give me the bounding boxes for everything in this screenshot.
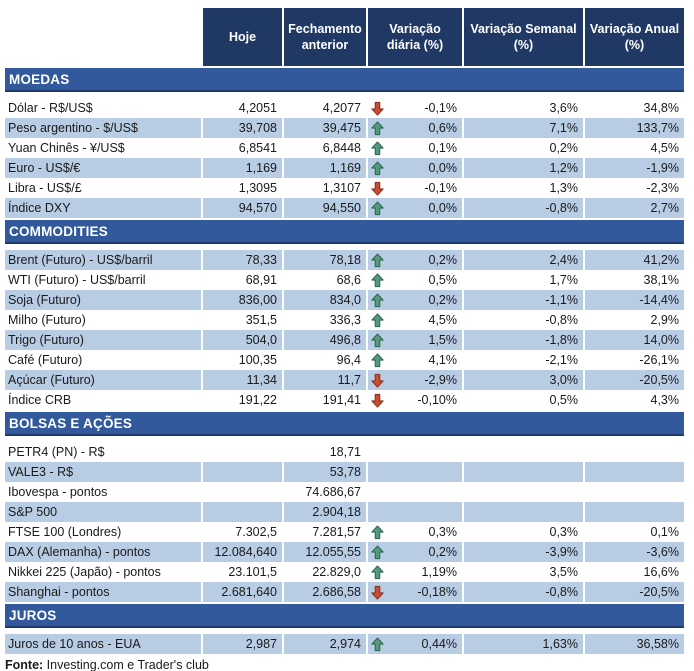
variacao-anual-value: 38,1% [585, 270, 684, 290]
table-row [5, 482, 684, 502]
variacao-diaria-cell [368, 522, 464, 542]
variacao-diaria-value: 0,3% [428, 525, 457, 539]
hoje-value: 1,3095 [203, 178, 284, 198]
variacao-diaria-cell [368, 250, 464, 270]
row-label: Soja (Futuro) [5, 290, 203, 310]
fechamento-anterior-value: 191,41 [284, 390, 368, 410]
table-row [5, 442, 684, 462]
variacao-diaria-cell [368, 310, 464, 330]
hoje-value: 836,00 [203, 290, 284, 310]
up-arrow-icon [371, 293, 385, 308]
hoje-value: 1,169 [203, 158, 284, 178]
variacao-semanal-value [464, 442, 585, 462]
fechamento-anterior-value: 96,4 [284, 350, 368, 370]
section-title: COMMODITIES [9, 223, 108, 239]
row-label: S&P 500 [5, 502, 203, 522]
fechamento-anterior-value: 2.686,58 [284, 582, 368, 602]
fechamento-anterior-value: 1,3107 [284, 178, 368, 198]
variacao-diaria-value: 0,2% [428, 293, 457, 307]
variacao-semanal-value: -0,8% [464, 310, 585, 330]
variacao-diaria-value: 4,5% [428, 313, 457, 327]
variacao-diaria-value: -2,9% [424, 373, 457, 387]
section-title: JUROS [9, 607, 57, 623]
variacao-anual-value: 4,5% [585, 138, 684, 158]
hoje-value: 68,91 [203, 270, 284, 290]
down-arrow-icon [371, 393, 385, 408]
variacao-diaria-value: 4,1% [428, 353, 457, 367]
row-label: Índice DXY [5, 198, 203, 218]
hoje-value: 12.084,640 [203, 542, 284, 562]
variacao-semanal-value: -1,1% [464, 290, 585, 310]
fechamento-anterior-value: 78,18 [284, 250, 368, 270]
up-arrow-icon [371, 273, 385, 288]
table-row [5, 350, 684, 370]
up-arrow-icon [371, 253, 385, 268]
section-header-commodities [5, 220, 684, 244]
fechamento-anterior-value: 12.055,55 [284, 542, 368, 562]
up-arrow-icon [371, 565, 385, 580]
row-label: Ibovespa - pontos [5, 482, 203, 502]
hoje-value: 6,8541 [203, 138, 284, 158]
up-arrow-icon [371, 333, 385, 348]
variacao-diaria-cell [368, 198, 464, 218]
variacao-semanal-value: 1,63% [464, 634, 585, 654]
variacao-diaria-value: 0,6% [428, 121, 457, 135]
hoje-value: 2,987 [203, 634, 284, 654]
variacao-anual-value: 2,9% [585, 310, 684, 330]
up-arrow-icon [371, 313, 385, 328]
row-label: Trigo (Futuro) [5, 330, 203, 350]
down-arrow-icon [371, 101, 385, 116]
up-arrow-icon [371, 525, 385, 540]
variacao-diaria-cell [368, 350, 464, 370]
variacao-anual-value: -20,5% [585, 582, 684, 602]
variacao-diaria-value: 1,5% [428, 333, 457, 347]
variacao-semanal-value: -3,9% [464, 542, 585, 562]
variacao-diaria-value: -0,1% [424, 181, 457, 195]
down-arrow-icon [371, 181, 385, 196]
fechamento-anterior-value: 22.829,0 [284, 562, 368, 582]
fechamento-anterior-value: 496,8 [284, 330, 368, 350]
up-arrow-icon [371, 201, 385, 216]
table-row [5, 118, 684, 138]
table-row [5, 390, 684, 410]
column-header-hoje: Hoje [203, 8, 284, 66]
variacao-anual-value: -2,3% [585, 178, 684, 198]
variacao-semanal-value: 2,4% [464, 250, 585, 270]
variacao-diaria-value: 0,5% [428, 273, 457, 287]
variacao-anual-value: -1,9% [585, 158, 684, 178]
table-row [5, 178, 684, 198]
down-arrow-icon [371, 373, 385, 388]
row-label: Açúcar (Futuro) [5, 370, 203, 390]
source-label: Fonte: [5, 658, 44, 671]
hoje-value: 7.302,5 [203, 522, 284, 542]
hoje-value: 94,570 [203, 198, 284, 218]
fechamento-anterior-value: 336,3 [284, 310, 368, 330]
section-header-juros [5, 604, 684, 628]
row-label: FTSE 100 (Londres) [5, 522, 203, 542]
variacao-diaria-cell [368, 138, 464, 158]
variacao-anual-value: -26,1% [585, 350, 684, 370]
fechamento-anterior-value: 53,78 [284, 462, 368, 482]
variacao-diaria-value: 0,0% [428, 161, 457, 175]
section-header-moedas [5, 68, 684, 92]
column-header-variacao-semanal: Variação Semanal (%) [464, 8, 585, 66]
fechamento-anterior-value: 6,8448 [284, 138, 368, 158]
variacao-diaria-value: 0,1% [428, 141, 457, 155]
table-row [5, 462, 684, 482]
variacao-anual-value: -14,4% [585, 290, 684, 310]
column-header-variacao-diaria: Variação diária (%) [368, 8, 464, 66]
variacao-diaria-cell [368, 442, 464, 462]
variacao-diaria-cell [368, 562, 464, 582]
variacao-diaria-value: -0,18% [417, 585, 457, 599]
row-label: Peso argentino - $/US$ [5, 118, 203, 138]
hoje-value: 2.681,640 [203, 582, 284, 602]
up-arrow-icon [371, 637, 385, 652]
source-text: Investing.com e Trader's club [43, 658, 209, 671]
row-label: Nikkei 225 (Japão) - pontos [5, 562, 203, 582]
row-label: Juros de 10 anos - EUA [5, 634, 203, 654]
variacao-anual-value: 34,8% [585, 98, 684, 118]
variacao-diaria-cell [368, 482, 464, 502]
variacao-semanal-value: 0,5% [464, 390, 585, 410]
variacao-diaria-cell [368, 158, 464, 178]
table-row [5, 138, 684, 158]
variacao-semanal-value [464, 502, 585, 522]
variacao-diaria-cell [368, 634, 464, 654]
column-header-fechamento: Fechamento anterior [284, 8, 368, 66]
variacao-diaria-cell [368, 390, 464, 410]
variacao-diaria-cell [368, 178, 464, 198]
fechamento-anterior-value: 74.686,67 [284, 482, 368, 502]
variacao-anual-value: 4,3% [585, 390, 684, 410]
variacao-diaria-cell [368, 542, 464, 562]
hoje-value: 100,35 [203, 350, 284, 370]
source-note [5, 658, 694, 671]
table-row [5, 370, 684, 390]
row-label: Libra - US$/£ [5, 178, 203, 198]
hoje-value [203, 482, 284, 502]
variacao-diaria-value: 0,0% [428, 201, 457, 215]
row-label: Euro - US$/€ [5, 158, 203, 178]
variacao-diaria-cell [368, 502, 464, 522]
fechamento-anterior-value: 7.281,57 [284, 522, 368, 542]
variacao-diaria-value: 0,44% [421, 637, 457, 651]
variacao-anual-value: 14,0% [585, 330, 684, 350]
variacao-diaria-cell [368, 462, 464, 482]
fechamento-anterior-value: 2,974 [284, 634, 368, 654]
section-title: MOEDAS [9, 71, 70, 87]
row-label: Brent (Futuro) - US$/barril [5, 250, 203, 270]
variacao-anual-value: 36,58% [585, 634, 684, 654]
variacao-diaria-cell [368, 118, 464, 138]
hoje-value [203, 462, 284, 482]
variacao-diaria-cell [368, 270, 464, 290]
variacao-semanal-value: 0,3% [464, 522, 585, 542]
hoje-value: 23.101,5 [203, 562, 284, 582]
table-row [5, 310, 684, 330]
variacao-semanal-value: -0,8% [464, 198, 585, 218]
table-row [5, 562, 684, 582]
hoje-value: 4,2051 [203, 98, 284, 118]
variacao-diaria-cell [368, 370, 464, 390]
variacao-semanal-value [464, 482, 585, 502]
table-row [5, 634, 684, 654]
table-row [5, 502, 684, 522]
row-label: WTI (Futuro) - US$/barril [5, 270, 203, 290]
hoje-value: 351,5 [203, 310, 284, 330]
table-row [5, 198, 684, 218]
variacao-semanal-value: 3,0% [464, 370, 585, 390]
variacao-anual-value [585, 502, 684, 522]
table-row [5, 290, 684, 310]
table-row [5, 330, 684, 350]
hoje-value: 504,0 [203, 330, 284, 350]
variacao-anual-value: 2,7% [585, 198, 684, 218]
variacao-anual-value: 41,2% [585, 250, 684, 270]
row-label: Índice CRB [5, 390, 203, 410]
variacao-anual-value [585, 442, 684, 462]
up-arrow-icon [371, 121, 385, 136]
fechamento-anterior-value: 2.904,18 [284, 502, 368, 522]
up-arrow-icon [371, 353, 385, 368]
variacao-semanal-value: 1,7% [464, 270, 585, 290]
table-row [5, 542, 684, 562]
variacao-diaria-value: 1,19% [421, 565, 457, 579]
up-arrow-icon [371, 545, 385, 560]
variacao-anual-value [585, 462, 684, 482]
variacao-semanal-value: -1,8% [464, 330, 585, 350]
table-row [5, 158, 684, 178]
row-label: Yuan Chinês - ¥/US$ [5, 138, 203, 158]
variacao-diaria-value: 0,2% [428, 253, 457, 267]
row-label: VALE3 - R$ [5, 462, 203, 482]
row-label: Milho (Futuro) [5, 310, 203, 330]
fechamento-anterior-value: 1,169 [284, 158, 368, 178]
hoje-value [203, 502, 284, 522]
section-title: BOLSAS E AÇÕES [9, 415, 133, 431]
table-row [5, 98, 684, 118]
table-row [5, 582, 684, 602]
fechamento-anterior-value: 18,71 [284, 442, 368, 462]
fechamento-anterior-value: 39,475 [284, 118, 368, 138]
up-arrow-icon [371, 141, 385, 156]
section-header-bolsas-e-acoes [5, 412, 684, 436]
variacao-semanal-value: -0,8% [464, 582, 585, 602]
column-header-row [5, 8, 684, 66]
variacao-diaria-cell [368, 582, 464, 602]
fechamento-anterior-value: 68,6 [284, 270, 368, 290]
variacao-diaria-cell [368, 330, 464, 350]
variacao-anual-value: 133,7% [585, 118, 684, 138]
variacao-anual-value: 16,6% [585, 562, 684, 582]
down-arrow-icon [371, 585, 385, 600]
table-row [5, 522, 684, 542]
variacao-diaria-value: -0,10% [417, 393, 457, 407]
variacao-diaria-value: -0,1% [424, 101, 457, 115]
hoje-value: 191,22 [203, 390, 284, 410]
hoje-value: 11,34 [203, 370, 284, 390]
fechamento-anterior-value: 11,7 [284, 370, 368, 390]
up-arrow-icon [371, 161, 385, 176]
variacao-diaria-cell [368, 290, 464, 310]
fechamento-anterior-value: 94,550 [284, 198, 368, 218]
variacao-anual-value [585, 482, 684, 502]
variacao-semanal-value: 1,3% [464, 178, 585, 198]
hoje-value: 78,33 [203, 250, 284, 270]
variacao-diaria-value: 0,2% [428, 545, 457, 559]
variacao-semanal-value: 3,6% [464, 98, 585, 118]
header-spacer [5, 8, 203, 66]
hoje-value [203, 442, 284, 462]
hoje-value: 39,708 [203, 118, 284, 138]
variacao-semanal-value: 3,5% [464, 562, 585, 582]
row-label: DAX (Alemanha) - pontos [5, 542, 203, 562]
market-summary-table [5, 8, 684, 654]
variacao-semanal-value: 7,1% [464, 118, 585, 138]
variacao-anual-value: -3,6% [585, 542, 684, 562]
table-row [5, 270, 684, 290]
variacao-semanal-value: 1,2% [464, 158, 585, 178]
fechamento-anterior-value: 4,2077 [284, 98, 368, 118]
variacao-semanal-value [464, 462, 585, 482]
row-label: Shanghai - pontos [5, 582, 203, 602]
variacao-semanal-value: 0,2% [464, 138, 585, 158]
row-label: Dólar - R$/US$ [5, 98, 203, 118]
fechamento-anterior-value: 834,0 [284, 290, 368, 310]
row-label: PETR4 (PN) - R$ [5, 442, 203, 462]
variacao-anual-value: 0,1% [585, 522, 684, 542]
variacao-diaria-cell [368, 98, 464, 118]
table-row [5, 250, 684, 270]
table-body [5, 68, 684, 654]
variacao-anual-value: -20,5% [585, 370, 684, 390]
row-label: Café (Futuro) [5, 350, 203, 370]
variacao-semanal-value: -2,1% [464, 350, 585, 370]
column-header-variacao-anual: Variação Anual (%) [585, 8, 684, 66]
